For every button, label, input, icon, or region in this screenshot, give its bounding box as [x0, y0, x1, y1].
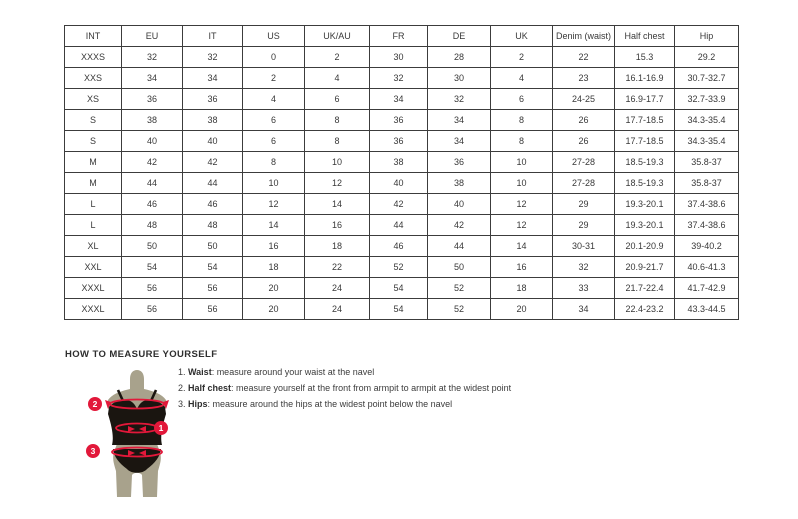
instruction-text: : measure around the hips at the widest point below the navel	[207, 399, 453, 409]
header-cell: INT	[65, 26, 122, 47]
table-cell: 32	[122, 47, 183, 68]
table-cell: 56	[183, 278, 243, 299]
table-cell: 18.5-19.3	[615, 152, 675, 173]
table-cell: M	[65, 152, 122, 173]
table-cell: 34.3-35.4	[675, 131, 739, 152]
table-cell: 17.7-18.5	[615, 131, 675, 152]
table-cell: 8	[305, 110, 370, 131]
table-cell: 34	[428, 110, 491, 131]
header-cell: FR	[370, 26, 428, 47]
instruction-label: Waist	[188, 367, 212, 377]
table-cell: 44	[183, 173, 243, 194]
instruction-number: 2.	[178, 383, 189, 393]
table-cell: 32	[553, 257, 615, 278]
table-cell: 40	[370, 173, 428, 194]
table-cell: 2	[243, 68, 305, 89]
table-cell: 12	[491, 215, 553, 236]
table-cell: 19.3-20.1	[615, 215, 675, 236]
table-cell: 29	[553, 215, 615, 236]
table-cell: 42	[370, 194, 428, 215]
table-cell: 46	[370, 236, 428, 257]
table-cell: 46	[122, 194, 183, 215]
table-cell: 6	[305, 89, 370, 110]
table-cell: 34	[183, 68, 243, 89]
table-cell: 42	[122, 152, 183, 173]
measure-section-heading: HOW TO MEASURE YOURSELF	[65, 349, 218, 360]
table-cell: 16.1-16.9	[615, 68, 675, 89]
measurement-figure	[82, 369, 192, 501]
table-cell: 24	[305, 299, 370, 320]
table-row	[65, 68, 739, 89]
table-cell: 50	[183, 236, 243, 257]
table-cell: 56	[122, 278, 183, 299]
table-row	[65, 215, 739, 236]
table-cell: 15.3	[615, 47, 675, 68]
table-cell: 38	[122, 110, 183, 131]
table-row	[65, 257, 739, 278]
table-cell: 37.4-38.6	[675, 215, 739, 236]
svg-text:3: 3	[90, 446, 96, 457]
table-cell: 50	[122, 236, 183, 257]
table-cell: 33	[553, 278, 615, 299]
table-cell: 30-31	[553, 236, 615, 257]
table-cell: XS	[65, 89, 122, 110]
header-cell: EU	[122, 26, 183, 47]
table-cell: 39-40.2	[675, 236, 739, 257]
table-cell: 38	[370, 152, 428, 173]
table-cell: 2	[491, 47, 553, 68]
table-cell: 20.9-21.7	[615, 257, 675, 278]
table-cell: XL	[65, 236, 122, 257]
table-cell: 40	[122, 131, 183, 152]
header-cell: Half chest	[615, 26, 675, 47]
instruction-text: : measure around your waist at the navel	[211, 367, 375, 377]
table-cell: 24	[305, 278, 370, 299]
table-cell: 16	[305, 215, 370, 236]
measure-badge-2	[88, 397, 102, 411]
table-row	[65, 194, 739, 215]
table-cell: 14	[305, 194, 370, 215]
table-cell: 43.3-44.5	[675, 299, 739, 320]
measure-instruction-hips	[178, 398, 618, 414]
table-cell: 54	[122, 257, 183, 278]
measure-badge-1	[154, 421, 168, 435]
table-cell: 36	[370, 110, 428, 131]
header-cell: UK/AU	[305, 26, 370, 47]
table-cell: 34.3-35.4	[675, 110, 739, 131]
table-cell: 30	[428, 68, 491, 89]
table-cell: 18	[305, 236, 370, 257]
table-cell: 32	[428, 89, 491, 110]
table-cell: 27-28	[553, 173, 615, 194]
table-cell: 29.2	[675, 47, 739, 68]
table-cell: 26	[553, 131, 615, 152]
table-cell: 34	[553, 299, 615, 320]
table-cell: 10	[243, 173, 305, 194]
svg-text:1: 1	[158, 423, 164, 434]
table-row	[65, 173, 739, 194]
table-cell: 38	[428, 173, 491, 194]
table-row	[65, 278, 739, 299]
measure-badge-3	[86, 444, 100, 458]
measure-instruction-waist	[178, 366, 618, 382]
table-cell: 54	[370, 299, 428, 320]
table-row	[65, 110, 739, 131]
table-cell: 16	[243, 236, 305, 257]
table-cell: 4	[305, 68, 370, 89]
measure-instruction-half-chest	[178, 382, 618, 398]
table-cell: 44	[122, 173, 183, 194]
table-cell: 14	[491, 236, 553, 257]
table-cell: 16	[491, 257, 553, 278]
table-cell: 12	[243, 194, 305, 215]
table-cell: S	[65, 110, 122, 131]
header-cell: Denim (waist)	[553, 26, 615, 47]
table-cell: 21.7-22.4	[615, 278, 675, 299]
table-cell: 34	[122, 68, 183, 89]
table-cell: 52	[428, 299, 491, 320]
table-cell: 41.7-42.9	[675, 278, 739, 299]
table-cell: 6	[243, 131, 305, 152]
measure-instructions	[178, 366, 618, 414]
table-cell: 56	[122, 299, 183, 320]
table-cell: 16.9-17.7	[615, 89, 675, 110]
table-cell: 20	[243, 299, 305, 320]
table-cell: 17.7-18.5	[615, 110, 675, 131]
table-cell: 8	[243, 152, 305, 173]
table-cell: 23	[553, 68, 615, 89]
table-cell: 0	[243, 47, 305, 68]
table-cell: XXXS	[65, 47, 122, 68]
table-cell: 40	[183, 131, 243, 152]
table-cell: 26	[553, 110, 615, 131]
instruction-text: : measure yourself at the front from armpit to armpit at the widest point	[231, 383, 512, 393]
table-cell: 44	[370, 215, 428, 236]
svg-text:2: 2	[92, 399, 98, 410]
table-cell: 52	[428, 278, 491, 299]
table-row	[65, 236, 739, 257]
table-cell: 38	[183, 110, 243, 131]
table-cell: 18	[243, 257, 305, 278]
table-cell: 2	[305, 47, 370, 68]
table-cell: 22.4-23.2	[615, 299, 675, 320]
table-cell: 54	[370, 278, 428, 299]
table-cell: 42	[428, 215, 491, 236]
table-cell: 6	[491, 89, 553, 110]
header-cell: US	[243, 26, 305, 47]
table-cell: 12	[491, 194, 553, 215]
table-cell: 42	[183, 152, 243, 173]
table-cell: 46	[183, 194, 243, 215]
table-cell: 30.7-32.7	[675, 68, 739, 89]
table-cell: 44	[428, 236, 491, 257]
table-cell: 40	[428, 194, 491, 215]
table-cell: 22	[305, 257, 370, 278]
mannequin-illustration-icon	[82, 369, 192, 501]
table-row	[65, 131, 739, 152]
table-cell: 8	[491, 131, 553, 152]
table-cell: 54	[183, 257, 243, 278]
header-cell: DE	[428, 26, 491, 47]
instruction-number: 3.	[178, 399, 189, 409]
instruction-label: Hips	[188, 399, 208, 409]
table-cell: 48	[183, 215, 243, 236]
table-cell: 36	[183, 89, 243, 110]
table-cell: 37.4-38.6	[675, 194, 739, 215]
table-cell: 35.8-37	[675, 152, 739, 173]
instruction-number: 1.	[178, 367, 189, 377]
table-cell: M	[65, 173, 122, 194]
table-cell: 18.5-19.3	[615, 173, 675, 194]
table-cell: 36	[428, 152, 491, 173]
table-cell: XXXL	[65, 278, 122, 299]
table-cell: 10	[491, 152, 553, 173]
table-cell: 10	[305, 152, 370, 173]
table-cell: 8	[305, 131, 370, 152]
table-row	[65, 89, 739, 110]
table-cell: 32	[183, 47, 243, 68]
table-cell: L	[65, 194, 122, 215]
table-row	[65, 299, 739, 320]
table-cell: 20	[491, 299, 553, 320]
table-cell: 48	[122, 215, 183, 236]
table-cell: 24-25	[553, 89, 615, 110]
table-cell: 19.3-20.1	[615, 194, 675, 215]
table-cell: 4	[243, 89, 305, 110]
table-header-row	[65, 26, 739, 47]
table-body	[65, 47, 739, 320]
table-cell: 30	[370, 47, 428, 68]
table-cell: XXL	[65, 257, 122, 278]
table-cell: 10	[491, 173, 553, 194]
table-cell: 28	[428, 47, 491, 68]
table-cell: 35.8-37	[675, 173, 739, 194]
table-cell: 20	[243, 278, 305, 299]
table-row	[65, 47, 739, 68]
table-cell: 32	[370, 68, 428, 89]
table-cell: S	[65, 131, 122, 152]
table-cell: XXXL	[65, 299, 122, 320]
table-cell: 34	[428, 131, 491, 152]
table-cell: 22	[553, 47, 615, 68]
table-cell: 34	[370, 89, 428, 110]
table-cell: 36	[122, 89, 183, 110]
table-cell: 56	[183, 299, 243, 320]
table-cell: L	[65, 215, 122, 236]
table-cell: 50	[428, 257, 491, 278]
table-cell: 8	[491, 110, 553, 131]
header-cell: IT	[183, 26, 243, 47]
table-cell: XXS	[65, 68, 122, 89]
table-cell: 27-28	[553, 152, 615, 173]
table-cell: 12	[305, 173, 370, 194]
table-cell: 4	[491, 68, 553, 89]
table-cell: 14	[243, 215, 305, 236]
table-cell: 6	[243, 110, 305, 131]
table-cell: 36	[370, 131, 428, 152]
table-cell: 18	[491, 278, 553, 299]
size-chart-table	[64, 25, 739, 320]
table-cell: 40.6-41.3	[675, 257, 739, 278]
table-cell: 52	[370, 257, 428, 278]
table-cell: 29	[553, 194, 615, 215]
table-row	[65, 152, 739, 173]
table-cell: 20.1-20.9	[615, 236, 675, 257]
header-cell: Hip	[675, 26, 739, 47]
table-cell: 32.7-33.9	[675, 89, 739, 110]
instruction-label: Half chest	[188, 383, 232, 393]
header-cell: UK	[491, 26, 553, 47]
